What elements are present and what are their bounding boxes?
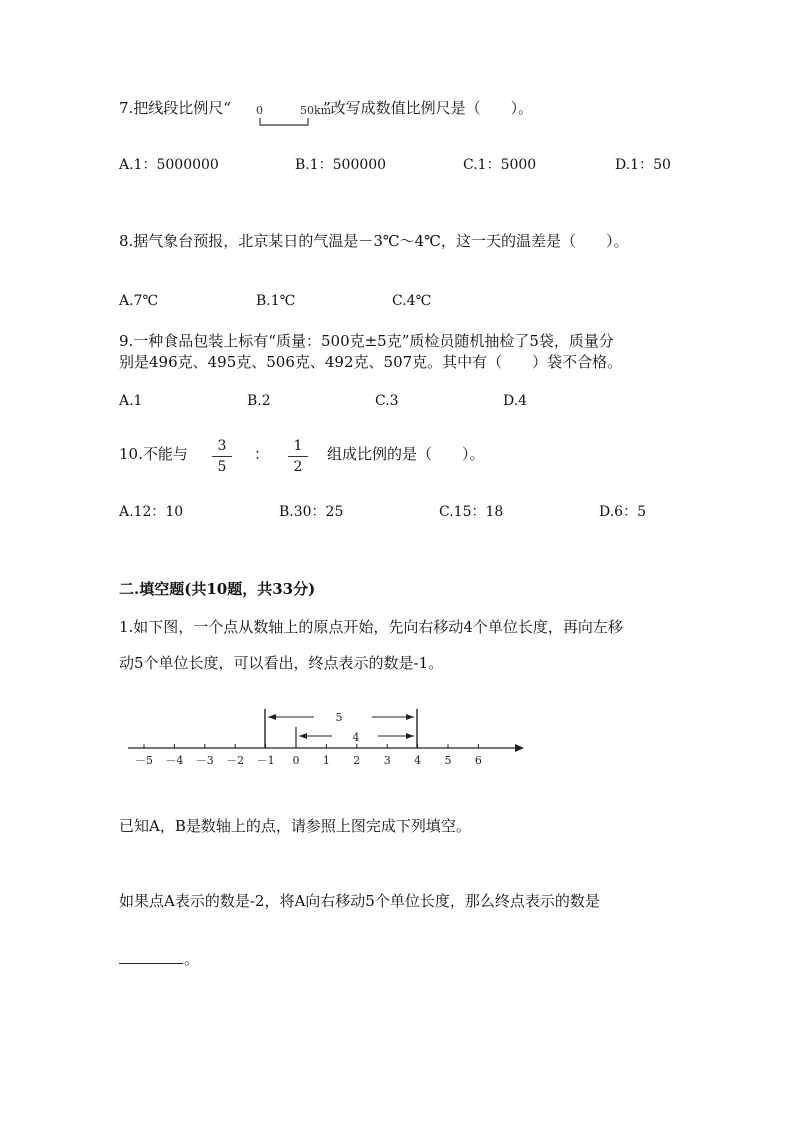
q10-option-d[interactable]: D.6：5 [599, 504, 646, 520]
q10-frac2-numerator: 1 [293, 438, 303, 454]
q10-fraction-1-2 [288, 438, 308, 475]
arrow-5-label: 5 [335, 711, 343, 724]
q10-option-a[interactable]: A.12：10 [119, 504, 184, 520]
q8-option-a[interactable]: A.7℃ [119, 293, 159, 309]
axis-arrow-head [515, 744, 524, 752]
fill1-stem-line4: 如果点A表示的数是-2，将A向右移动5个单位长度，那么终点表示的数是 [119, 892, 600, 910]
q10-frac1-denominator: 5 [217, 459, 227, 475]
number-line-tick-label: 4 [414, 754, 422, 767]
fill1-stem-end: 。 [184, 950, 200, 968]
number-line-tick-label: 2 [353, 754, 361, 767]
q7-scale-bar [260, 118, 308, 125]
q9-option-a[interactable]: A.1 [119, 393, 143, 409]
q10-option-c[interactable]: C.15：18 [439, 504, 504, 520]
q10-suffix: 组成比例的是（ ）。 [327, 445, 485, 463]
q8-option-b[interactable]: B.1℃ [256, 293, 296, 309]
number-line-tick-label: －2 [226, 754, 245, 767]
q8-option-c[interactable]: C.4℃ [392, 293, 432, 309]
fill1-stem-line3: 已知A，B是数轴上的点，请参照上图完成下列填空。 [119, 817, 471, 835]
q7-scale-value: 50km [300, 104, 332, 117]
number-line-tick-label: 1 [322, 754, 330, 767]
q7-option-c[interactable]: C.1：5000 [463, 157, 537, 173]
q10-frac1-numerator: 3 [217, 438, 227, 454]
q7-option-a[interactable]: A.1：5000000 [119, 157, 219, 173]
q7-prefix: 7.把线段比例尺“ [119, 99, 231, 117]
fraction-bar [212, 456, 232, 457]
arrow-5-right-head [406, 714, 414, 720]
number-line-tick-label: 0 [292, 754, 300, 767]
q9-option-b[interactable]: B.2 [247, 393, 271, 409]
answer-blank[interactable] [119, 963, 183, 964]
number-line-diagram [120, 700, 540, 780]
q7-scale-zero: 0 [256, 104, 263, 117]
arrow-4-left-head [299, 733, 307, 739]
number-line-tick-label: 3 [383, 754, 391, 767]
number-line-tick-label: 6 [474, 754, 482, 767]
q10-fraction-3-5 [212, 438, 232, 475]
q7-option-d[interactable]: D.1：50 [615, 157, 671, 173]
arrow-4-label: 4 [352, 731, 360, 744]
q9-stem-line1: 9.一种食品包装上标有“质量：500克±5克”质检员随机抽检了5袋，质量分 [119, 332, 614, 350]
q7-line-scale [248, 100, 338, 130]
arrow-4-head [406, 733, 414, 739]
fill1-stem-line1: 1.如下图，一个点从数轴上的原点开始，先向右移动4个单位长度，再向左移 [119, 618, 623, 636]
q7-suffix: ”改写成数值比例尺是（ ）。 [322, 99, 534, 117]
q9-option-c[interactable]: C.3 [375, 393, 399, 409]
q10-colon: ： [254, 445, 270, 463]
number-line-tick-label: －3 [195, 754, 214, 767]
q10-frac2-denominator: 2 [293, 459, 303, 475]
number-line-tick-label: －1 [256, 754, 275, 767]
fraction-bar [288, 456, 308, 457]
q10-prefix: 10.不能与 [119, 445, 188, 463]
fill1-stem-line2: 动5个单位长度，可以看出，终点表示的数是-1。 [119, 654, 444, 672]
q10-option-b[interactable]: B.30：25 [279, 504, 344, 520]
arrow-5-head [268, 714, 276, 720]
q8-stem: 8.据气象台预报，北京某日的气温是－3℃～4℃，这一天的温差是（ ）。 [119, 232, 629, 250]
section-title: 二.填空题(共10题，共33分) [119, 580, 316, 598]
number-line-tick-label: －4 [165, 754, 184, 767]
q7-option-b[interactable]: B.1：500000 [295, 157, 387, 173]
q9-stem-line2: 别是496克、495克、506克、492克、507克。其中有（ ）袋不合格。 [119, 353, 623, 371]
number-line-tick-label: －5 [135, 754, 153, 767]
q9-option-d[interactable]: D.4 [503, 393, 528, 409]
number-line-tick-label: 5 [444, 754, 452, 767]
